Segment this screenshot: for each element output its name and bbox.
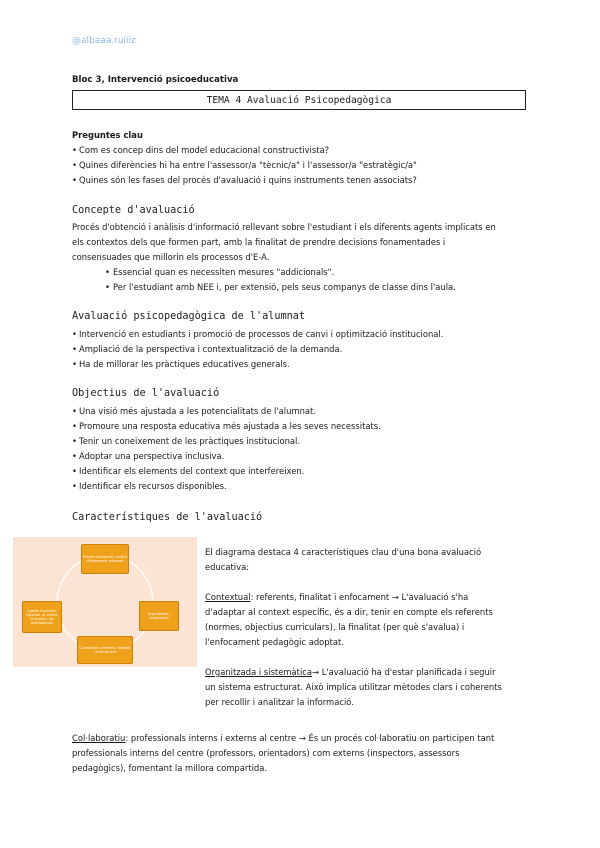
caract-text [205,545,535,710]
psico-title: Avaluació psicopedagògica de l'alumnat [72,311,306,322]
organitzada-line: Organitzada i sistemàtica→ L'avaluació ha d'estar planificada i seguir [205,667,496,677]
caract-intro-line: El diagrama destaca 4 característiques clau d'una bona avaluació [205,547,482,557]
concepte-title: Concepte d'avaluació [72,205,195,216]
list-item: • Com es concep dins del model educacional constructivista? [72,143,542,158]
contextual-term: Contextual [205,592,251,602]
caract-title: Característiques de l'avaluació [72,512,263,523]
contextual-line: (normes, objectius curriculars), la finalitat (per què s'avalua) i [205,622,465,632]
bloc-heading: Bloc 3, Intervenció psicoeducativa [72,75,239,85]
organitzada-line: un sistema estructurat. Això implica utilitzar mètodes clars i coherents [205,682,502,692]
list-item: • Una visió més ajustada a les potencialitats de l'alumnat. [72,404,542,419]
diagram-node-bottom: Contextual: referents, finalitat i enfocament [77,636,133,664]
list-item: • Quines diferències hi ha entre l'assessor/a "tècnic/a" i l'assessor/a "estratègic/a" [72,158,542,173]
list-item: • Promoure una resposta educativa més ajustada a les seves necessitats. [72,419,542,434]
organitzada-line: per recollir i analitzar la informació. [205,697,354,707]
author-handle: @albaaa.ruiiiz [72,36,136,46]
list-item: • Ampliació de la perspectiva i contextualització de la demanda. [72,342,542,357]
caracteristiques-diagram [13,537,197,667]
tema-title: TEMA 4 Avaluació Psicopedagògica [206,94,392,106]
contextual-line: d'adaptar al context específic, és a dir, tenir en compte els referents [205,607,493,617]
contextual-line: Contextual: referents, finalitat i enfocament → L'avaluació s'ha [205,592,469,602]
concepte-line: els contextos dels que formen part, amb la finalitat de prendre decisions fonamentades i [72,237,446,247]
list-item: • Quines són les fases del procés d'avaluació i quins instruments tenen associats? [72,173,542,188]
collaboratiu-line: Col·laboratiu: professionals interns i externs al centre → És un procés col·laboratiu on participen tant [72,733,495,743]
list-item: • Ha de millorar les pràctiques educatives generals. [72,357,542,372]
list-item: • Identificar els recursos disponibles. [72,479,542,494]
objectius-section [72,404,542,494]
diagram-node-right: Organitzada i sistemàtica [139,601,179,631]
diagram-node-left: Agents implicats: l'alumne, el centre, la família i els professionals [22,601,62,633]
collaboratiu-term: Col·laboratiu [72,733,126,743]
preguntes-list [72,143,542,188]
list-item: • Identificar els elements del context que interfereixen. [72,464,542,479]
tema-title-box [72,90,526,110]
list-item: • Intervenció en estudiants i promoció de processos de canvi i optimització institucional. [72,327,542,342]
list-item: • Per l'estudiant amb NEE i, per extensió, pels seus companys de classe dins l'aula. [72,280,542,295]
concepte-line: consensuades que millorin els processos d'E-A. [72,252,270,262]
collaboratiu-line: professionals interns del centre (professors, orientadors) com externs (inspectors, assessors [72,748,460,758]
diagram-node-top: Procés d'obtenció i anàlisi d'informació rellevant [81,544,129,574]
objectius-title: Objectius de l'avaluació [72,388,220,399]
collaboratiu-section [72,731,542,776]
concepte-section [72,220,542,295]
list-item: • Adoptar una perspectiva inclusiva. [72,449,542,464]
psico-list [72,327,542,372]
collaboratiu-line: pedagògics), fomentant la millora compartida. [72,763,268,773]
list-item: • Essencial quan es necessiten mesures "addicionals". [72,265,542,280]
contextual-line: l'enfocament pedagògic adoptat. [205,637,344,647]
concepte-line: Procés d'obtenció i anàlisis d'informació rellevant sobre l'estudiant i els diferents agents implicats en [72,222,496,232]
objectius-list [72,404,542,494]
psico-section [72,327,542,372]
preguntes-title: Preguntes clau [72,130,143,140]
concepte-sublist [72,265,542,295]
organitzada-term: Organitzada i sistemàtica [205,667,313,677]
list-item: • Tenir un coneixement de les pràctiques institucional. [72,434,542,449]
caract-intro-line: educativa: [205,562,250,572]
preguntes-section [72,128,542,188]
